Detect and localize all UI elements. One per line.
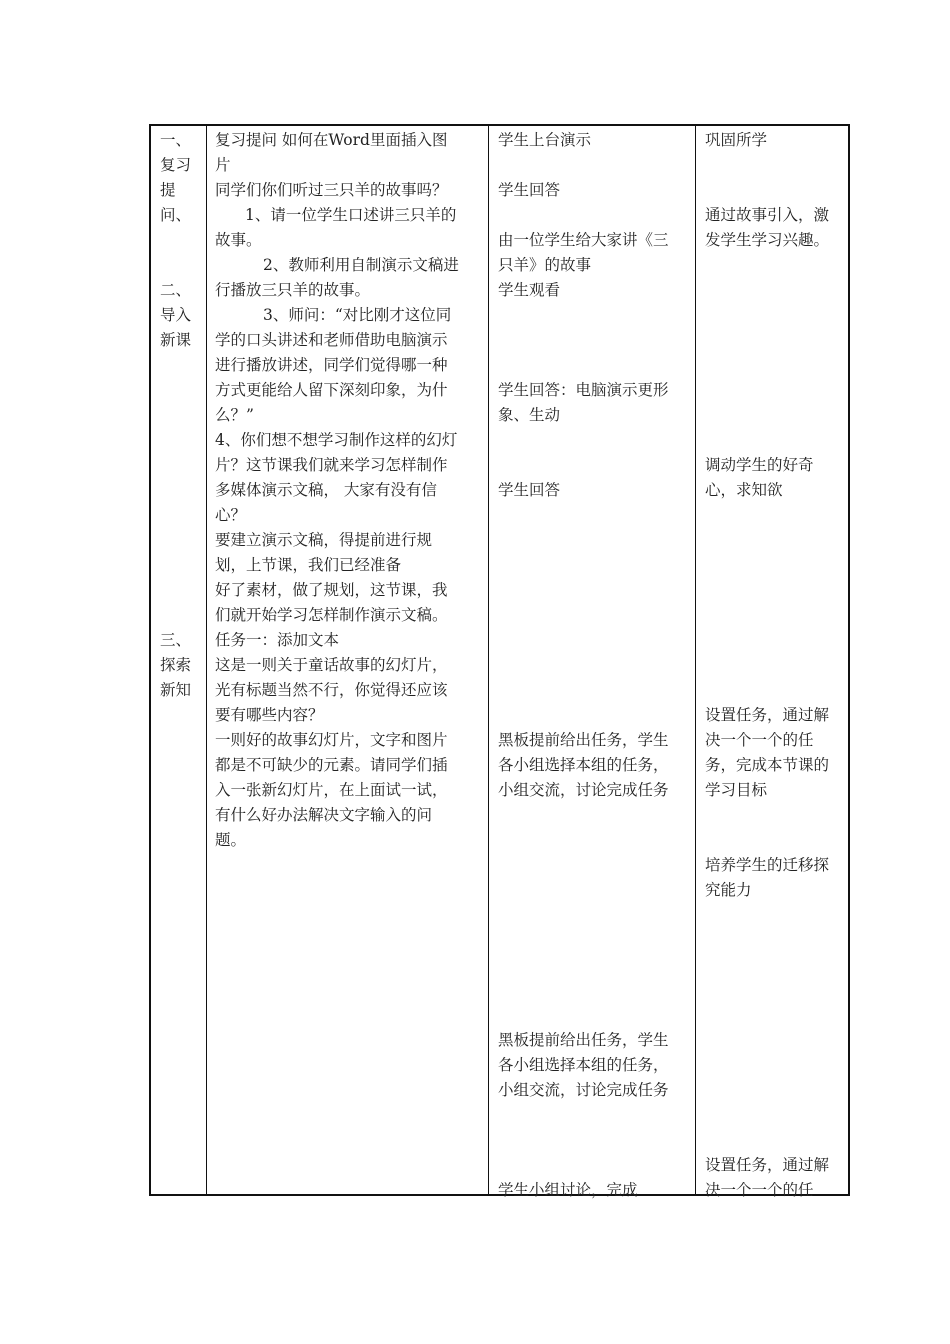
teacher-text: 都是不可缺少的元素。请同学们插: [215, 756, 448, 774]
student-activity-column: [489, 126, 695, 1199]
student-text: 由一位学生给大家讲《三: [498, 231, 669, 249]
stage-text: 探索: [160, 656, 192, 674]
teacher-text: 进行播放讲述，同学们觉得哪一种: [215, 356, 448, 374]
lesson-plan-table: [149, 124, 850, 1199]
student-text: 象、生动: [498, 406, 561, 424]
teacher-text: 有什么好办法解决文字输入的问: [215, 806, 433, 824]
stage-text: 一、: [160, 131, 192, 149]
teacher-text: 3、师问：“对比刚才这位同: [263, 306, 452, 324]
teacher-text: 划，上节课，我们已经准备: [215, 556, 402, 574]
stage-text: 新知: [160, 681, 192, 699]
teacher-text: 光有标题当然不行，你觉得还应该: [215, 681, 448, 699]
intent-text: 培养学生的迁移探: [705, 856, 830, 874]
intent-text: 设置任务，通过解: [705, 706, 830, 724]
teacher-text: 么？”: [215, 406, 254, 424]
teacher-text: 方式更能给人留下深刻印象，为什: [215, 381, 448, 399]
teacher-text: 1、请一位学生口述讲三只羊的: [245, 206, 457, 224]
teacher-text: 们就开始学习怎样制作演示文稿。: [215, 606, 448, 624]
teacher-text: 多媒体演示文稿， 大家有没有信: [215, 481, 437, 499]
student-text: 黑板提前给出任务，学生: [498, 731, 669, 749]
student-text: 小组交流，讨论完成任务: [498, 1081, 669, 1099]
student-text: 各小组选择本组的任务，: [498, 1056, 669, 1074]
design-intent-column: [696, 126, 850, 1199]
teacher-text: 行播放三只羊的故事。: [215, 281, 371, 299]
student-text: 各小组选择本组的任务，: [498, 756, 669, 774]
teacher-text: 同学们你们听过三只羊的故事吗？: [215, 181, 448, 199]
stage-column: [151, 126, 206, 1194]
intent-text: 通过故事引入，激: [705, 206, 830, 224]
teacher-text: 好了素材，做了规划，这节课，我: [215, 581, 448, 599]
teacher-text: 学的口头讲述和老师借助电脑演示: [215, 331, 448, 349]
student-text: 学生回答: [498, 481, 561, 499]
stage-text: 三、: [160, 631, 192, 649]
intent-text: 设置任务，通过解: [705, 1156, 830, 1174]
intent-text: 发学生学习兴趣。: [705, 231, 830, 249]
student-text: 学生观看: [498, 281, 561, 299]
intent-text: 决一个一个的任: [705, 1181, 814, 1199]
student-text: 学生回答: [498, 181, 561, 199]
stage-text: 导入: [160, 306, 192, 324]
teacher-text: 故事。: [215, 231, 262, 249]
teacher-text: 心？: [215, 506, 247, 524]
stage-text: 复习: [160, 156, 192, 174]
student-text: 只羊》的故事: [498, 256, 592, 274]
student-text: 学生回答：电脑演示更形: [498, 381, 669, 399]
intent-text: 心，求知欲: [705, 481, 783, 499]
intent-text: 调动学生的好奇: [705, 456, 814, 474]
student-text: 小组交流，讨论完成任务: [498, 781, 669, 799]
teacher-text: 一则好的故事幻灯片，文字和图片: [215, 731, 448, 749]
teacher-text: 片？这节课我们就来学习怎样制作: [215, 456, 448, 474]
teacher-text: 入一张新幻灯片，在上面试一试，: [215, 781, 448, 799]
teacher-text: 复习提问 如何在Word里面插入图: [215, 131, 448, 149]
teacher-text: 片: [215, 156, 231, 174]
teacher-text: 要建立演示文稿，得提前进行规: [215, 531, 433, 549]
teacher-activity-column: [207, 126, 488, 1194]
teacher-text: 任务一：添加文本: [215, 631, 340, 649]
teacher-text: 4、你们想不想学习制作这样的幻灯: [215, 431, 458, 449]
intent-text: 决一个一个的任: [705, 731, 814, 749]
teacher-text: 题。: [215, 831, 247, 849]
stage-text: 问、: [160, 206, 192, 224]
teacher-text: 要有哪些内容？: [215, 706, 324, 724]
intent-text: 究能力: [705, 881, 752, 899]
stage-text: 新课: [160, 331, 192, 349]
student-text: 学生上台演示: [498, 131, 592, 149]
intent-text: 巩固所学: [705, 131, 768, 149]
teacher-text: 这是一则关于童话故事的幻灯片，: [215, 656, 448, 674]
intent-text: 学习目标: [705, 781, 768, 799]
stage-text: 提: [160, 181, 176, 199]
student-text: 学生小组讨论，完成: [498, 1181, 638, 1199]
student-text: 黑板提前给出任务，学生: [498, 1031, 669, 1049]
stage-text: 二、: [160, 281, 192, 299]
teacher-text: 2、教师利用自制演示文稿进: [263, 256, 459, 274]
intent-text: 务，完成本节课的: [705, 756, 830, 774]
